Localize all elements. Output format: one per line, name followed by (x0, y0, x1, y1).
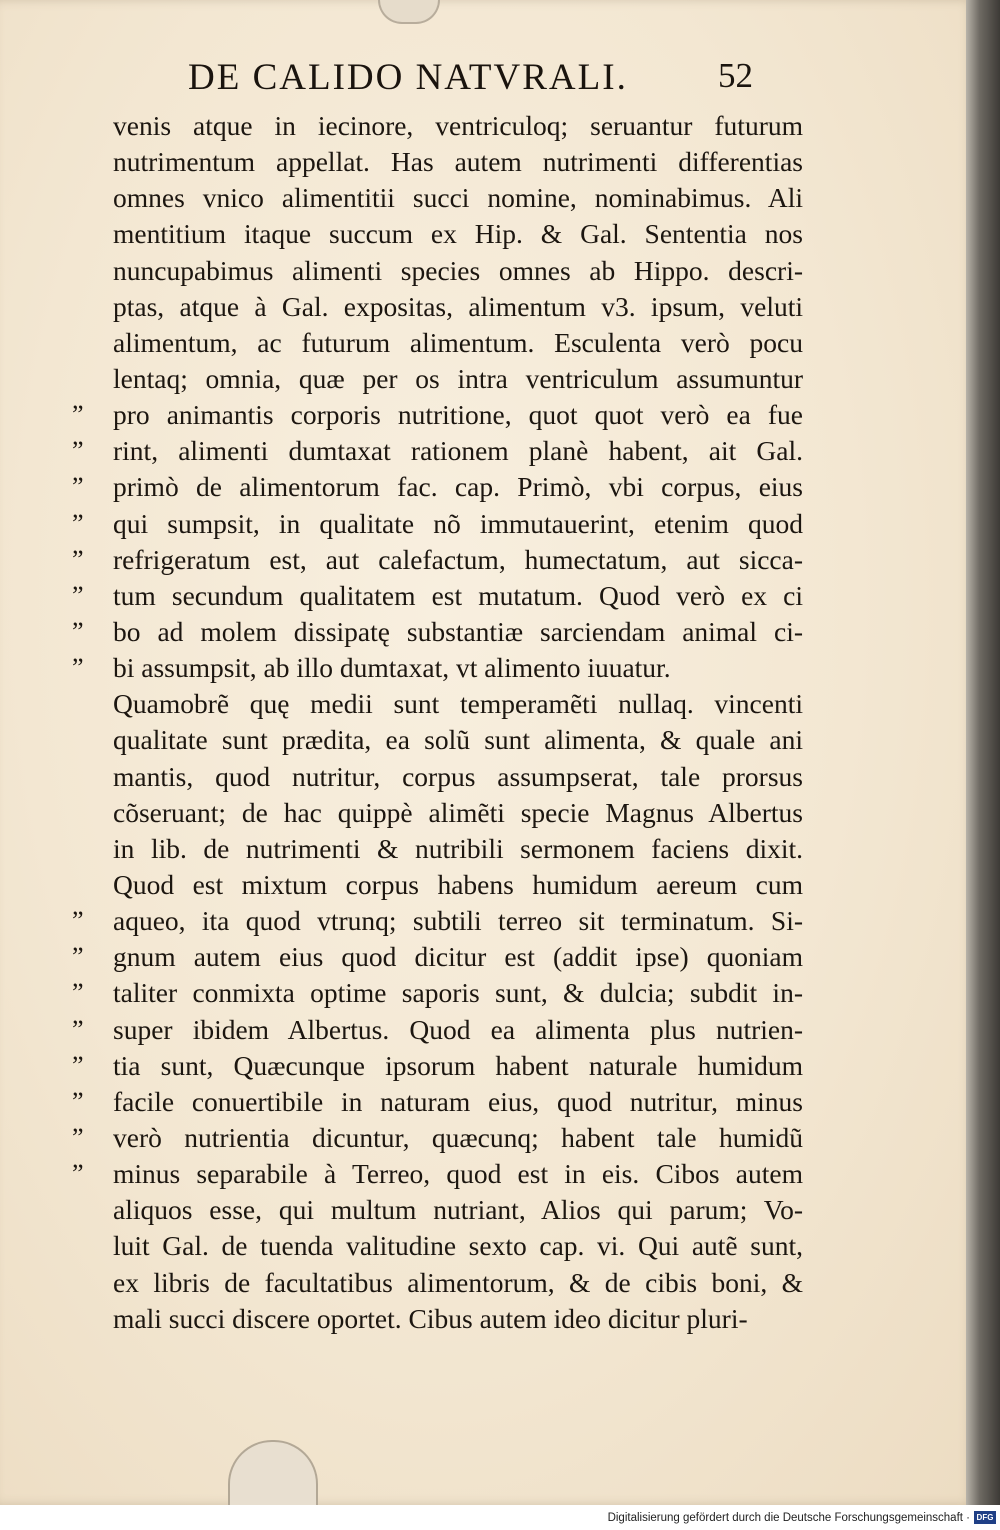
quotation-mark: ” (72, 400, 84, 430)
text-line: facile conuertibile in naturam eius, quod nutritur, minus (113, 1085, 803, 1117)
quotation-mark: ” (72, 544, 84, 574)
page-clip (228, 1440, 318, 1512)
margin-spacer (72, 1228, 102, 1264)
quotation-mark: ” (72, 508, 84, 538)
body-text (113, 108, 803, 1337)
text-line: primò de alimentorum fac. cap. Primò, vbi corpus, eius (113, 471, 803, 503)
text-line: Quod est mixtum corpus habens humidum aereum cum (113, 868, 803, 900)
text-line: ptas, atque à Gal. expositas, alimentum v3. ipsum, veluti (113, 290, 803, 322)
text-line: super ibidem Albertus. Quod ea alimenta plus nutrien- (113, 1013, 803, 1045)
text-line: qui sumpsit, in qualitate nõ immutauerint, etenim quod (113, 507, 803, 539)
text-line: nuncupabimus alimenti species omnes ab Hippo. descri- (113, 254, 803, 286)
text-line: tum secundum qualitatem est mutatum. Quod verò ex ci (113, 579, 803, 611)
margin-spacer (72, 216, 102, 252)
text-line: cõseruant; de hac quippè alimẽti specie Magnus Albertus (113, 796, 803, 828)
text-line: mentitium itaque succum ex Hip. & Gal. Sententia nos (113, 218, 803, 250)
text-line: in lib. de nutrimenti & nutribili sermonem faciens dixit. (113, 832, 803, 864)
text-line: verò nutrientia dicuntur, quæcunq; habent tale humidũ (113, 1121, 803, 1153)
margin-spacer (72, 1192, 102, 1228)
text-line: mantis, quod nutritur, corpus assumpserat, tale prorsus (113, 760, 803, 792)
margin-spacer (72, 253, 102, 289)
margin-spacer (72, 722, 102, 758)
margin-spacer (72, 180, 102, 216)
text-line: omnes vnico alimentitii succi nomine, nominabimus. Ali (113, 182, 803, 214)
text-line: qualitate sunt prædita, ea solũ sunt alimenta, & quale ani (113, 724, 803, 756)
running-head: DE CALIDO NATVRALI. (188, 57, 628, 98)
digitization-footer (0, 1505, 1000, 1530)
margin-spacer (72, 867, 102, 903)
text-line: bo ad molem dissipatę substantiæ sarciendam animal ci- (113, 615, 803, 647)
margin-spacer (72, 795, 102, 831)
margin-spacer (72, 361, 102, 397)
margin-spacer (72, 108, 102, 144)
text-line: aliquos esse, qui multum nutriant, Alios qui parum; Vo- (113, 1194, 803, 1226)
text-line: tia sunt, Quæcunque ipsorum habent naturale humidum (113, 1049, 803, 1081)
book-edge (966, 0, 1000, 1505)
text-line: taliter conmixta optime saporis sunt, & dulcia; subdit in- (113, 977, 803, 1009)
text-line: venis atque in iecinore, ventriculoq; seruantur futurum (113, 110, 803, 141)
text-line: alimentum, ac futurum alimentum. Esculenta verò pocu (113, 326, 803, 358)
dfg-logo: DFG (974, 1511, 996, 1524)
margin-spacer (72, 144, 102, 180)
text-line: aqueo, ita quod vtrunq; subtili terreo sit terminatum. Si- (113, 905, 803, 937)
quotation-mark: ” (72, 1159, 84, 1189)
text-line: nutrimentum appellat. Has autem nutrimenti differentias (113, 146, 803, 178)
quotation-mark: ” (72, 1122, 84, 1152)
text-line: ex libris de facultatibus alimentorum, & de cibis boni, & (113, 1266, 803, 1298)
page-tab (378, 0, 440, 24)
funding-note: Digitalisierung gefördert durch die Deutsche Forschungsgemeinschaft · (607, 1512, 970, 1524)
quotation-mark: ” (72, 653, 84, 683)
quotation-mark: ” (72, 472, 84, 502)
quotation-mark: ” (72, 978, 84, 1008)
quotation-mark: ” (72, 942, 84, 972)
margin-spacer (72, 759, 102, 795)
folio-number: 52 (718, 56, 753, 95)
margin-spacer (72, 1301, 102, 1337)
text-line: bi assumpsit, ab illo dumtaxat, vt alimento iuuatur. (113, 652, 671, 684)
text-line: Quamobrẽ quę medii sunt temperamẽti nullaq. vincenti (113, 688, 803, 720)
margin-spacer (72, 686, 102, 722)
text-line: pro animantis corporis nutritione, quot quot verò ea fue (113, 399, 803, 431)
margin-spacer (72, 831, 102, 867)
quotation-mark: ” (72, 1050, 84, 1080)
text-line: refrigeratum est, aut calefactum, humectatum, aut sicca- (113, 543, 803, 575)
quotation-marks-margin (72, 108, 102, 1337)
text-line: lentaq; omnia, quæ per os intra ventriculum assumuntur (113, 362, 803, 394)
margin-spacer (72, 325, 102, 361)
quotation-mark: ” (72, 436, 84, 466)
text-line: rint, alimenti dumtaxat rationem planè habent, ait Gal. (113, 435, 803, 467)
quotation-mark: ” (72, 1086, 84, 1116)
text-line: minus separabile à Terreo, quod est in eis. Cibos autem (113, 1158, 803, 1190)
text-line: mali succi discere oportet. Cibus autem ideo dicitur pluri- (113, 1302, 748, 1334)
margin-spacer (72, 289, 102, 325)
quotation-mark: ” (72, 580, 84, 610)
text-line: gnum autem eius quod dicitur est (addit ipse) quoniam (113, 941, 803, 973)
text-line: luit Gal. de tuenda valitudine sexto cap. vi. Qui autẽ sunt, (113, 1230, 803, 1262)
margin-spacer (72, 1265, 102, 1301)
quotation-mark: ” (72, 906, 84, 936)
quotation-mark: ” (72, 616, 84, 646)
quotation-mark: ” (72, 1014, 84, 1044)
